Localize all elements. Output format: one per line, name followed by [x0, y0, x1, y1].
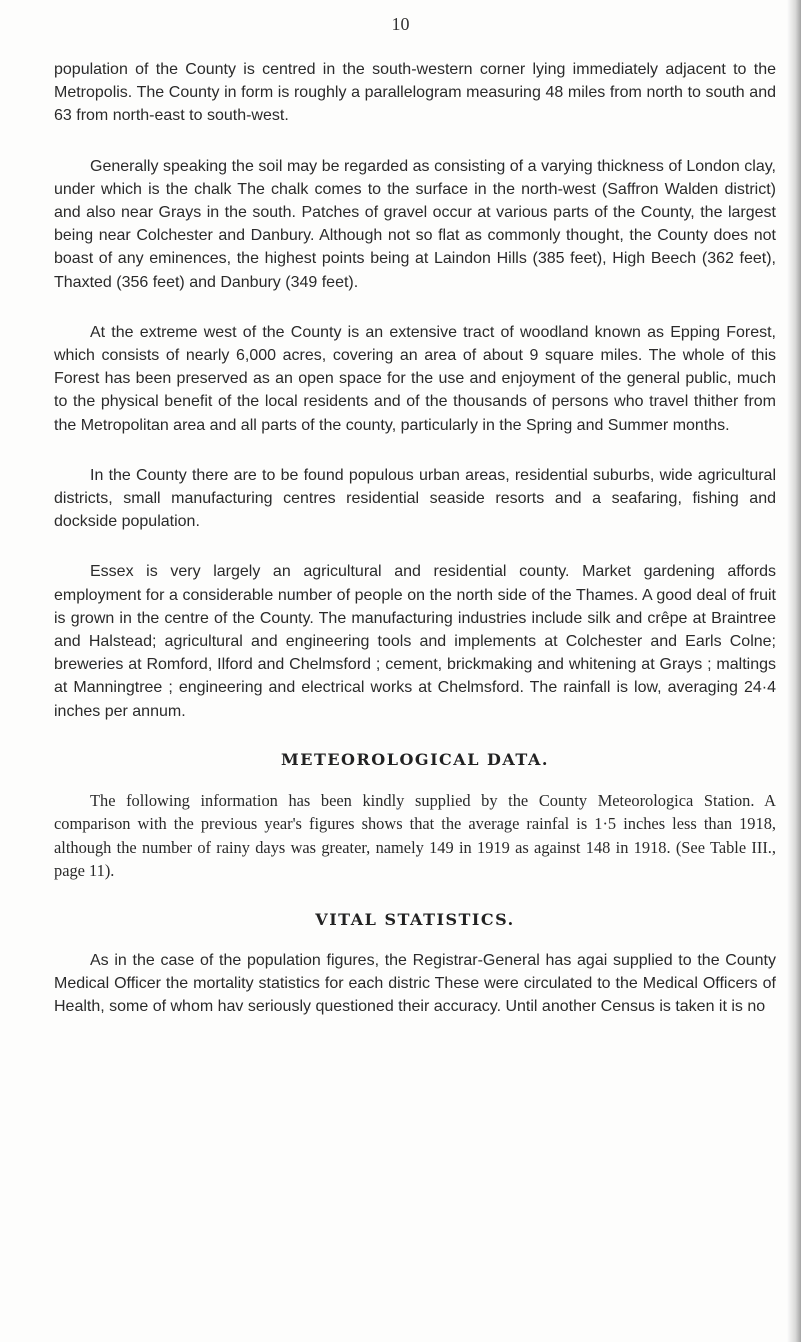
page-number: 10	[391, 14, 410, 34]
vital-statistics-heading: VITAL STATISTICS.	[315, 909, 515, 929]
scan-shadow-edge	[787, 0, 801, 1342]
meteorological-heading: METEOROLOGICAL DATA.	[281, 749, 549, 769]
paragraph-population: population of the County is centred in the south-western corner lying immediately adjacent to the Metropolis. The County in form is roughly a parallelogram measuring 48 miles from north to south and 63 from north-east to south-west.	[54, 61, 776, 125]
page-body	[54, 58, 776, 1045]
paragraph-vital-statistics: As in the case of the population figures, the Registrar-General has agai supplied to the County Medical Officer the mortality statistics for each distric These were circulated to the Medical Officers of Health, some of whom hav seriously questioned their accuracy. Until another Census is taken it is no	[54, 951, 776, 1015]
paragraph-epping-forest: At the extreme west of the County is an extensive tract of woodland known as Epping Forest, which consists of nearly 6,000 acres, covering an area of about 9 square miles. The whole of this Forest has been preserved as an open space for the use and enjoyment of the general public, much to the physical benefit of the local residents and of the thousands of persons who travel thither from the Metropolitan area and all parts of the county, particularly in the Spring and Summer months.	[54, 323, 776, 434]
paragraph-meteorological: The following information has been kindly supplied by the County Meteorologica Station. A comparison with the previous year's figures shows that the average rainfal is 1·5 inches less than 1918, although the number of rainy days was greater, namely 149 in 1919 as against 148 in 1918. (See Table III., page 11).	[54, 790, 776, 881]
paragraph-soil: Generally speaking the soil may be regarded as consisting of a varying thickness of London clay, under which is the chalk The chalk comes to the surface in the north-west (Saffron Walden district) and also near Grays in the south. Patches of gravel occur at various parts of the County, the largest being near Colchester and Danbury. Although not so flat as commonly thought, the County does not boast of any eminences, the highest points being at Laindon Hills (385 feet), High Beech (362 feet), Thaxted (356 feet) and Danbury (349 feet).	[54, 157, 776, 291]
paragraph-industries: Essex is very largely an agricultural and residential county. Market gardening affords employment for a considerable number of people on the north side of the Thames. A good deal of fruit is grown in the centre of the County. The manufacturing industries include silk and crêpe at Braintree and Halstead; agricultural and engineering tools and implements at Colchester and Earls Colne; breweries at Romford, Ilford and Chelmsford ; cement, brickmaking and whitening at Grays ; maltings at Manningtree ; engineering and electrical works at Chelmsford. The rainfall is low, averaging 24·4 inches per annum.	[54, 563, 776, 720]
paragraph-areas: In the County there are to be found populous urban areas, residential suburbs, wide agricultural districts, small manufacturing centres residential seaside resorts and a seafaring, fishing and dockside population.	[54, 466, 776, 531]
